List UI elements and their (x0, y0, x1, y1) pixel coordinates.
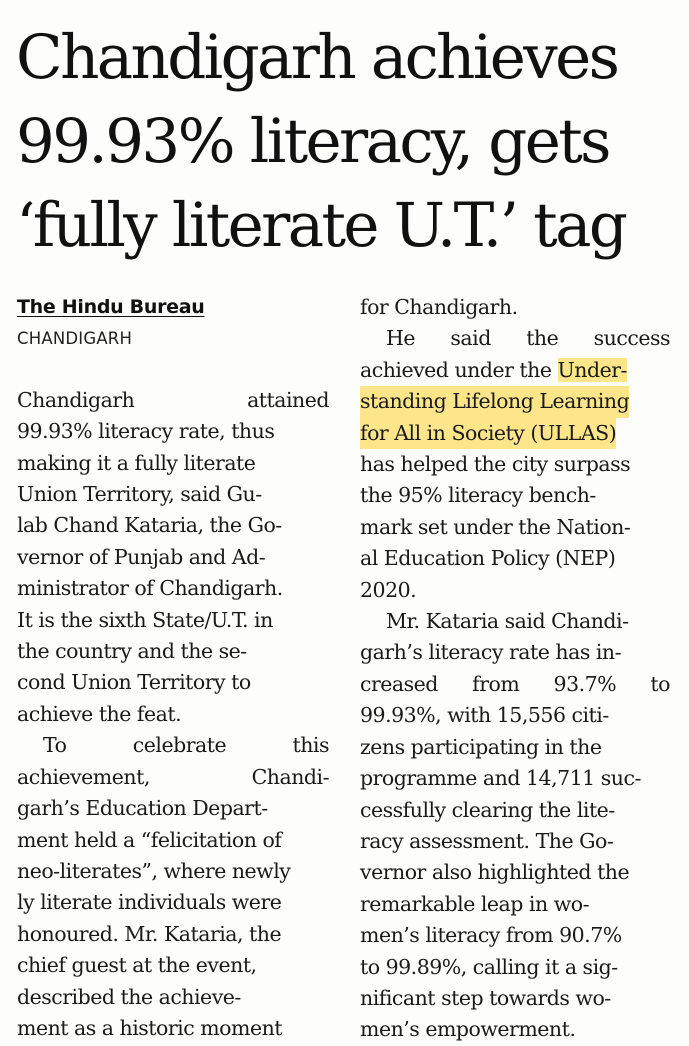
text-line: for Chandigarh. (360, 295, 518, 319)
text-line (360, 418, 670, 449)
text-line: garh’s Education Depart- (17, 796, 268, 821)
text-line: achieve the feat. (17, 701, 182, 726)
text-line: mark set under the Nation- (360, 514, 631, 539)
text-line: ment as a historic moment (17, 1015, 283, 1040)
text-line: the country and the se- (17, 639, 247, 664)
text-line: creased from 93.7% to (360, 671, 670, 696)
text-line (360, 386, 670, 417)
text-line: making it a fully literate (17, 450, 256, 475)
headline-line: 99.93% literacy, gets (16, 106, 609, 177)
text-line: 99.93% literacy rate, thus (17, 419, 275, 444)
text-line: ministrator of Chandigarh. (17, 576, 283, 601)
byline: The Hindu Bureau (17, 296, 205, 318)
article-column-left (17, 292, 329, 1044)
text-line: 99.93%, with 15,556 citi- (360, 703, 609, 728)
text-line: achieved under the Under- (360, 357, 627, 382)
text-line: To celebrate this (43, 733, 329, 758)
text-line: honoured. Mr. Kataria, the (17, 921, 282, 946)
text-line: nificant step towards wo- (360, 985, 611, 1010)
text-line: remarkable leap in wo- (360, 891, 590, 916)
paragraph (17, 385, 329, 730)
text-line: He said the success (386, 326, 670, 351)
text-line: racy assessment. The Go- (360, 828, 614, 853)
text-line: ment held a “felicitation of (17, 827, 282, 852)
text-line: chief guest at the event, (17, 953, 257, 978)
text-line: neo-literates”, where newly (17, 858, 291, 883)
text-line: vernor also highlighted the (360, 860, 630, 885)
headline-line: ‘fully literate U.T.’ tag (16, 190, 626, 261)
paragraph (360, 323, 670, 606)
text-line: to 99.89%, calling it a sig- (360, 954, 618, 979)
text-line: Union Territory, said Gu- (17, 482, 262, 507)
text-line: lab Chand Kataria, the Go- (17, 513, 282, 538)
text-line: It is the sixth State/U.T. in (17, 607, 273, 632)
text-line: described the achieve- (17, 984, 241, 1009)
headline (16, 16, 680, 268)
text-line: cond Union Territory to (17, 670, 251, 695)
highlighted-text: Under- (557, 357, 627, 382)
text-line: cessfully clearing the lite- (360, 797, 615, 822)
text-line: vernor of Punjab and Ad- (17, 544, 266, 569)
spacer (17, 355, 329, 385)
text-line: 2020. (360, 577, 417, 602)
text-line: men’s empowerment. (360, 1017, 576, 1042)
paragraph (17, 730, 329, 1044)
text-line: ly literate individuals were (17, 890, 282, 915)
text-line: achievement, Chandi- (17, 764, 329, 789)
text-line: has helped the city surpass (360, 452, 631, 477)
paragraph (360, 606, 670, 1046)
text-line: the 95% literacy bench- (360, 483, 596, 508)
text-line: zens participating in the (360, 734, 602, 759)
text-line: garh’s literacy rate has in- (360, 640, 622, 665)
text-line: al Education Policy (NEP) (360, 546, 616, 571)
text-line: programme and 14,711 suc- (360, 766, 641, 791)
text-line: men’s literacy from 90.7% (360, 923, 622, 948)
headline-line: Chandigarh achieves (16, 22, 618, 93)
text-line: Chandigarh attained (17, 387, 329, 412)
text-line: Mr. Kataria said Chandi- (386, 609, 629, 634)
dateline: CHANDIGARH (17, 329, 133, 349)
highlighted-text: standing Lifelong Learning (360, 386, 629, 417)
highlighted-text: for All in Society (ULLAS) (360, 418, 616, 449)
article-column-right (360, 292, 670, 1046)
